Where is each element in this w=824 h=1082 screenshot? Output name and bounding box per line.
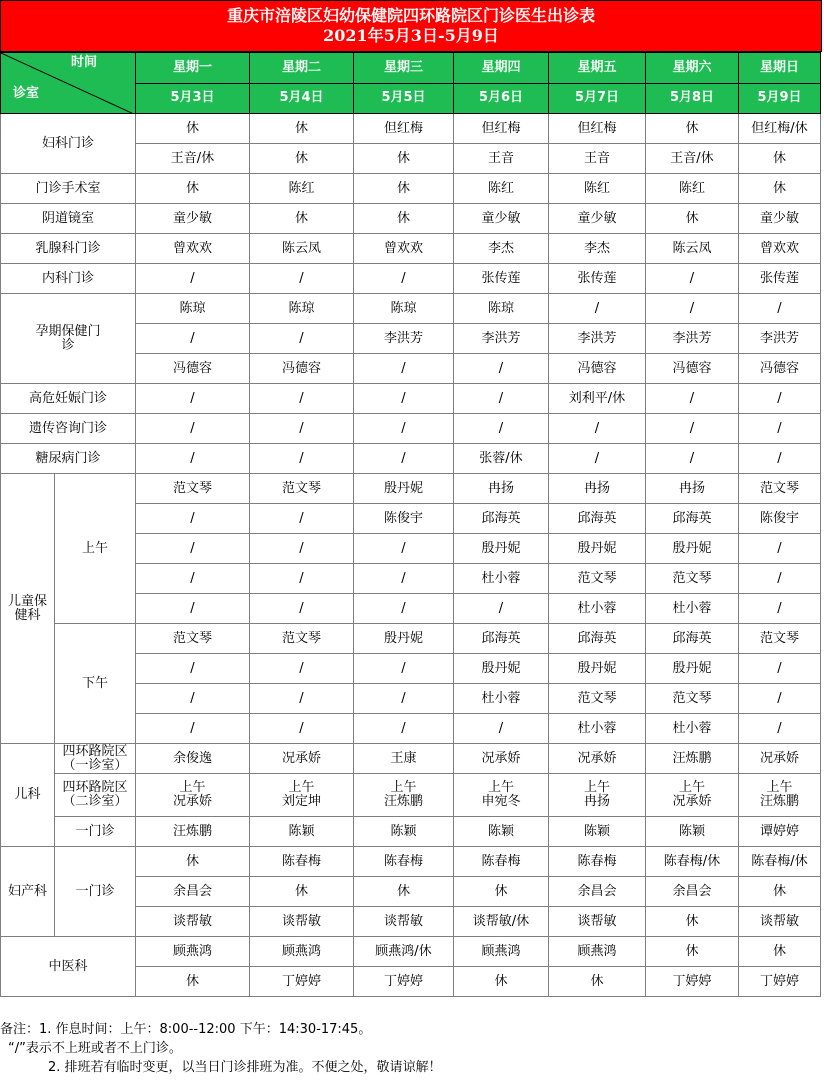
schedule-cell: 王音/休 [136, 144, 250, 174]
schedule-cell: 休 [454, 967, 549, 997]
schedule-cell: 休 [646, 114, 739, 144]
schedule-cell: 殷丹妮 [646, 654, 739, 684]
schedule-cell: 冉扬 [454, 474, 549, 504]
schedule-cell: 况承娇 [250, 744, 354, 774]
schedule-cell: 陈颖 [549, 817, 646, 847]
schedule-cell: 陈红 [250, 174, 354, 204]
schedule-cell: / [354, 594, 454, 624]
schedule-title [0, 0, 822, 52]
schedule-cell: 张传莲 [739, 264, 821, 294]
schedule-cell: / [250, 264, 354, 294]
schedule-cell: 李洪芳 [354, 324, 454, 354]
cell-line: 况承娇 [172, 794, 212, 809]
schedule-cell [250, 774, 354, 817]
schedule-cell: / [646, 294, 739, 324]
schedule-cell: 余俊逸 [136, 744, 250, 774]
schedule-cell: / [739, 444, 821, 474]
schedule-cell: 范文琴 [739, 474, 821, 504]
schedule-cell: / [739, 654, 821, 684]
schedule-cell: 休 [354, 144, 454, 174]
schedule-cell: / [354, 534, 454, 564]
cell-line: 上午 [179, 780, 206, 795]
schedule-cell: 殷丹妮 [646, 534, 739, 564]
schedule-cell: / [136, 264, 250, 294]
table-row [1, 384, 821, 414]
weekday-header-row [1, 53, 821, 84]
schedule-cell: 陈俊宇 [739, 504, 821, 534]
schedule-cell: / [646, 444, 739, 474]
schedule-cell: 况承娇 [549, 744, 646, 774]
schedule-cell: / [250, 534, 354, 564]
schedule-cell: / [549, 414, 646, 444]
schedule-cell: / [354, 264, 454, 294]
schedule-cell: 殷丹妮 [354, 474, 454, 504]
schedule-cell: 顾燕鸿 [136, 937, 250, 967]
schedule-cell: 冉扬 [646, 474, 739, 504]
date-header: 5月4日 [250, 83, 354, 114]
schedule-cell: 杜小蓉 [454, 564, 549, 594]
schedule-cell: / [136, 534, 250, 564]
schedule-cell [739, 774, 821, 817]
cell-line: 汪炼鹏 [383, 794, 423, 809]
schedule-cell: 休 [646, 937, 739, 967]
schedule-cell: / [354, 414, 454, 444]
note-line-2: “/”表示不上班或者不上门诊。 [8, 1041, 182, 1056]
schedule-cell: / [354, 444, 454, 474]
schedule-cell: 杜小蓉 [454, 684, 549, 714]
schedule-cell: 休 [250, 204, 354, 234]
cell-line: 况承娇 [672, 794, 712, 809]
weekday-header: 星期一 [136, 53, 250, 84]
schedule-cell: 休 [250, 877, 354, 907]
schedule-cell: 休 [739, 144, 821, 174]
room-label: 诊室 [13, 86, 40, 101]
schedule-cell: 杜小蓉 [549, 594, 646, 624]
schedule-cell: 但红梅 [454, 114, 549, 144]
schedule-cell: 陈红 [454, 174, 549, 204]
schedule-cell: 休 [136, 174, 250, 204]
schedule-cell: 陈春梅 [250, 847, 354, 877]
schedule-cell: / [354, 354, 454, 384]
date-header: 5月6日 [454, 83, 549, 114]
schedule-cell: / [354, 714, 454, 744]
schedule-cell: / [739, 594, 821, 624]
weekday-header: 星期五 [549, 53, 646, 84]
schedule-cell: 邱海英 [454, 504, 549, 534]
schedule-cell: 谈帮敏 [250, 907, 354, 937]
schedule-cell: 范文琴 [136, 624, 250, 654]
schedule-cell: / [646, 264, 739, 294]
schedule-cell: 陈俊宇 [354, 504, 454, 534]
schedule-cell: 休 [454, 877, 549, 907]
schedule-cell: / [136, 594, 250, 624]
schedule-cell: / [250, 714, 354, 744]
dept-gyn: 妇科门诊 [1, 114, 136, 174]
table-row [1, 744, 821, 774]
schedule-cell: 曾欢欢 [354, 234, 454, 264]
schedule-cell: 李洪芳 [549, 324, 646, 354]
schedule-cell: / [136, 684, 250, 714]
schedule-cell: 邱海英 [454, 624, 549, 654]
schedule-cell: 谈帮敏 [549, 907, 646, 937]
schedule-cell: / [136, 564, 250, 594]
table-row [1, 204, 821, 234]
schedule-cell: 童少敏 [549, 204, 646, 234]
schedule-cell: / [646, 414, 739, 444]
schedule-cell: 范文琴 [549, 684, 646, 714]
table-row [1, 234, 821, 264]
schedule-cell: 休 [354, 877, 454, 907]
date-header: 5月5日 [354, 83, 454, 114]
peds-room-2: 四环路院区（二诊室） [55, 774, 136, 817]
schedule-cell: 李洪芳 [739, 324, 821, 354]
schedule-cell: 陈云凤 [646, 234, 739, 264]
schedule-cell: 休 [250, 114, 354, 144]
schedule-cell: 冯德容 [136, 354, 250, 384]
schedule-cell: 陈琼 [136, 294, 250, 324]
schedule-cell: 谈帮敏 [354, 907, 454, 937]
schedule-cell: 王音 [549, 144, 646, 174]
schedule-cell: 殷丹妮 [549, 534, 646, 564]
schedule-cell: / [136, 504, 250, 534]
schedule-cell: 童少敏 [136, 204, 250, 234]
schedule-cell: 童少敏 [739, 204, 821, 234]
schedule-cell: 余昌会 [646, 877, 739, 907]
date-header: 5月9日 [739, 83, 821, 114]
schedule-cell: 范文琴 [739, 624, 821, 654]
schedule-cell: 冯德容 [549, 354, 646, 384]
schedule-cell: / [250, 594, 354, 624]
schedule-cell: 王康 [354, 744, 454, 774]
schedule-cell: / [250, 414, 354, 444]
weekday-header: 星期四 [454, 53, 549, 84]
schedule-cell: 余昌会 [136, 877, 250, 907]
schedule-cell: 张传莲 [549, 264, 646, 294]
schedule-cell: 休 [250, 144, 354, 174]
schedule-cell: 陈颖 [454, 817, 549, 847]
schedule-cell: / [136, 324, 250, 354]
schedule-cell: 顾燕鸿 [250, 937, 354, 967]
schedule-cell: 殷丹妮 [549, 654, 646, 684]
schedule-cell: 休 [354, 204, 454, 234]
schedule-cell: 刘利平/休 [549, 384, 646, 414]
schedule-cell: 冯德容 [646, 354, 739, 384]
weekday-header: 星期二 [250, 53, 354, 84]
schedule-table [0, 52, 821, 997]
time-label: 时间 [70, 55, 97, 70]
schedule-cell: / [354, 654, 454, 684]
weekday-header: 星期三 [354, 53, 454, 84]
schedule-cell: 邱海英 [549, 624, 646, 654]
schedule-cell: 休 [646, 907, 739, 937]
schedule-cell: 冯德容 [739, 354, 821, 384]
schedule-cell: 顾燕鸿 [454, 937, 549, 967]
schedule-cell: 范文琴 [136, 474, 250, 504]
schedule-cell [646, 774, 739, 817]
schedule-cell: 曾欢欢 [136, 234, 250, 264]
schedule-cell: 邱海英 [646, 624, 739, 654]
schedule-cell: 丁婷婷 [646, 967, 739, 997]
schedule-cell: 汪炼鹏 [136, 817, 250, 847]
schedule-cell [454, 774, 549, 817]
dept-tcm: 中医科 [1, 937, 136, 997]
dept-colposcopy: 阴道镜室 [1, 204, 136, 234]
corner-diagonal [1, 53, 136, 114]
cell-line: 上午 [288, 780, 315, 795]
schedule-body [1, 53, 821, 997]
schedule-cell: / [739, 384, 821, 414]
schedule-cell: 殷丹妮 [454, 654, 549, 684]
table-row [1, 474, 821, 504]
schedule-cell: 陈云凤 [250, 234, 354, 264]
date-header: 5月8日 [646, 83, 739, 114]
schedule-cell: / [136, 444, 250, 474]
schedule-cell: 顾燕鸿 [549, 937, 646, 967]
schedule-cell: / [549, 444, 646, 474]
table-row [1, 847, 821, 877]
schedule-cell: 休 [739, 174, 821, 204]
schedule-cell: 陈春梅 [549, 847, 646, 877]
schedule-cell: 谈帮敏 [739, 907, 821, 937]
cell-line: 上午 [390, 780, 417, 795]
schedule-cell: / [454, 414, 549, 444]
schedule-cell: / [739, 534, 821, 564]
schedule-cell: 陈春梅 [354, 847, 454, 877]
peds-room-1: 四环路院区（一诊室） [55, 744, 136, 774]
schedule-cell: 陈颖 [250, 817, 354, 847]
cell-line: 申宛冬 [481, 794, 521, 809]
schedule-cell: 休 [739, 877, 821, 907]
schedule-cell: / [739, 684, 821, 714]
schedule-cell: 但红梅/休 [739, 114, 821, 144]
table-row [1, 937, 821, 967]
schedule-cell: 范文琴 [549, 564, 646, 594]
cell-line: 上午 [583, 780, 610, 795]
schedule-cell: 邱海英 [646, 504, 739, 534]
schedule-cell: 谭婷婷 [739, 817, 821, 847]
schedule-cell: 殷丹妮 [454, 534, 549, 564]
schedule-cell: / [136, 384, 250, 414]
schedule-cell: 李洪芳 [646, 324, 739, 354]
schedule-cell: 丁婷婷 [250, 967, 354, 997]
dept-obgyn: 妇产科 [1, 847, 55, 937]
schedule-cell: 李洪芳 [454, 324, 549, 354]
schedule-cell: 余昌会 [549, 877, 646, 907]
date-header: 5月3日 [136, 83, 250, 114]
schedule-cell: 冉扬 [549, 474, 646, 504]
dept-surgery: 门诊手术室 [1, 174, 136, 204]
schedule-cell: / [136, 414, 250, 444]
schedule-cell: 杜小蓉 [646, 714, 739, 744]
schedule-cell: 汪炼鹏 [646, 744, 739, 774]
obgyn-clinic-1: 一门诊 [55, 847, 136, 937]
schedule-cell: / [136, 654, 250, 684]
schedule-cell: 休 [136, 114, 250, 144]
schedule-cell: / [549, 294, 646, 324]
schedule-cell: 陈春梅/休 [646, 847, 739, 877]
schedule-cell: 休 [136, 967, 250, 997]
title-line-1: 重庆市涪陵区妇幼保健院四环路院区门诊医生出诊表 [226, 6, 595, 25]
schedule-cell: / [354, 684, 454, 714]
schedule-cell: 谈帮敏/休 [454, 907, 549, 937]
session-am: 上午 [55, 474, 136, 624]
schedule-cell: 丁婷婷 [354, 967, 454, 997]
title-line-2: 2021年5月3日-5月9日 [323, 26, 499, 45]
schedule-cell: 陈琼 [454, 294, 549, 324]
schedule-cell: / [250, 384, 354, 414]
schedule-cell: 王音 [454, 144, 549, 174]
cell-line: 冉扬 [583, 794, 610, 809]
note-line-1: 备注：1. 作息时间：上午：8:00--12:00 下午：14:30-17:45。 [0, 1022, 372, 1037]
schedule-cell: 张蓉/休 [454, 444, 549, 474]
cell-line: 上午 [678, 780, 705, 795]
schedule-cell: 丁婷婷 [739, 967, 821, 997]
schedule-cell: / [354, 384, 454, 414]
schedule-cell [354, 774, 454, 817]
table-row [1, 817, 821, 847]
table-row [1, 294, 821, 324]
weekday-header: 星期六 [646, 53, 739, 84]
schedule-cell: / [250, 654, 354, 684]
schedule-cell: 李杰 [549, 234, 646, 264]
header-corner [1, 53, 136, 114]
schedule-cell: / [250, 504, 354, 534]
schedule-cell: 张传莲 [454, 264, 549, 294]
schedule-cell: / [739, 564, 821, 594]
schedule-cell: / [739, 294, 821, 324]
schedule-cell: 况承娇 [454, 744, 549, 774]
schedule-cell: / [250, 444, 354, 474]
cell-line: 汪炼鹏 [759, 794, 799, 809]
dept-diabetes: 糖尿病门诊 [1, 444, 136, 474]
dept-prenatal: 孕期保健门诊 [1, 294, 136, 384]
schedule-cell: / [739, 714, 821, 744]
schedule-cell: 陈红 [646, 174, 739, 204]
schedule-cell: 范文琴 [646, 684, 739, 714]
notes [0, 1020, 822, 1077]
schedule-cell: 范文琴 [250, 624, 354, 654]
schedule-cell: / [250, 684, 354, 714]
cell-line: 上午 [766, 780, 793, 795]
schedule-cell: / [250, 564, 354, 594]
schedule-cell: 曾欢欢 [739, 234, 821, 264]
schedule-cell: 陈琼 [354, 294, 454, 324]
note-line-3: 2. 排班若有临时变更，以当日门诊排班为准。不便之处，敬请谅解！ [48, 1060, 442, 1075]
table-row [1, 114, 821, 144]
peds-clinic-1: 一门诊 [55, 817, 136, 847]
dept-high-risk: 高危妊娠门诊 [1, 384, 136, 414]
table-row [1, 444, 821, 474]
schedule-cell: 范文琴 [646, 564, 739, 594]
schedule-cell: 杜小蓉 [646, 594, 739, 624]
schedule-cell: 陈颖 [354, 817, 454, 847]
schedule-cell [549, 774, 646, 817]
schedule-cell: 但红梅 [549, 114, 646, 144]
cell-line: 刘定坤 [281, 794, 321, 809]
schedule-cell: / [136, 714, 250, 744]
schedule-cell: 杜小蓉 [549, 714, 646, 744]
schedule-cell: / [646, 384, 739, 414]
schedule-cell: / [454, 714, 549, 744]
schedule-cell: / [454, 354, 549, 384]
schedule-cell: / [454, 594, 549, 624]
schedule-cell: 休 [354, 174, 454, 204]
cell-line: 上午 [487, 780, 514, 795]
schedule-cell: 顾燕鸿/休 [354, 937, 454, 967]
schedule-cell: 陈颖 [646, 817, 739, 847]
table-row [1, 264, 821, 294]
weekday-header: 星期日 [739, 53, 821, 84]
schedule-cell: 陈春梅/休 [739, 847, 821, 877]
dept-pediatrics: 儿科 [1, 744, 55, 847]
schedule-cell: 陈红 [549, 174, 646, 204]
schedule-cell [136, 774, 250, 817]
table-row [1, 624, 821, 654]
schedule-cell: 殷丹妮 [354, 624, 454, 654]
schedule-cell: 冯德容 [250, 354, 354, 384]
schedule-cell: 李杰 [454, 234, 549, 264]
schedule-cell: / [354, 564, 454, 594]
date-header: 5月7日 [549, 83, 646, 114]
table-row [1, 774, 821, 817]
dept-breast: 乳腺科门诊 [1, 234, 136, 264]
schedule-cell: 谈帮敏 [136, 907, 250, 937]
table-row [1, 414, 821, 444]
dept-internal: 内科门诊 [1, 264, 136, 294]
schedule-cell: 况承娇 [739, 744, 821, 774]
schedule-cell: 陈琼 [250, 294, 354, 324]
schedule-cell: 范文琴 [250, 474, 354, 504]
schedule-cell: / [739, 414, 821, 444]
session-pm: 下午 [55, 624, 136, 744]
schedule-cell: 邱海英 [549, 504, 646, 534]
schedule-cell: 陈春梅 [454, 847, 549, 877]
schedule-cell: 休 [549, 967, 646, 997]
schedule-cell: 休 [136, 847, 250, 877]
schedule-cell: / [250, 324, 354, 354]
schedule-cell: 休 [646, 204, 739, 234]
schedule-cell: / [454, 384, 549, 414]
schedule-cell: 王音/休 [646, 144, 739, 174]
table-row [1, 174, 821, 204]
dept-child-health: 儿童保健科 [1, 474, 55, 744]
schedule-cell: 童少敏 [454, 204, 549, 234]
schedule-cell: 休 [739, 937, 821, 967]
dept-genetic: 遗传咨询门诊 [1, 414, 136, 444]
schedule-cell: 但红梅 [354, 114, 454, 144]
